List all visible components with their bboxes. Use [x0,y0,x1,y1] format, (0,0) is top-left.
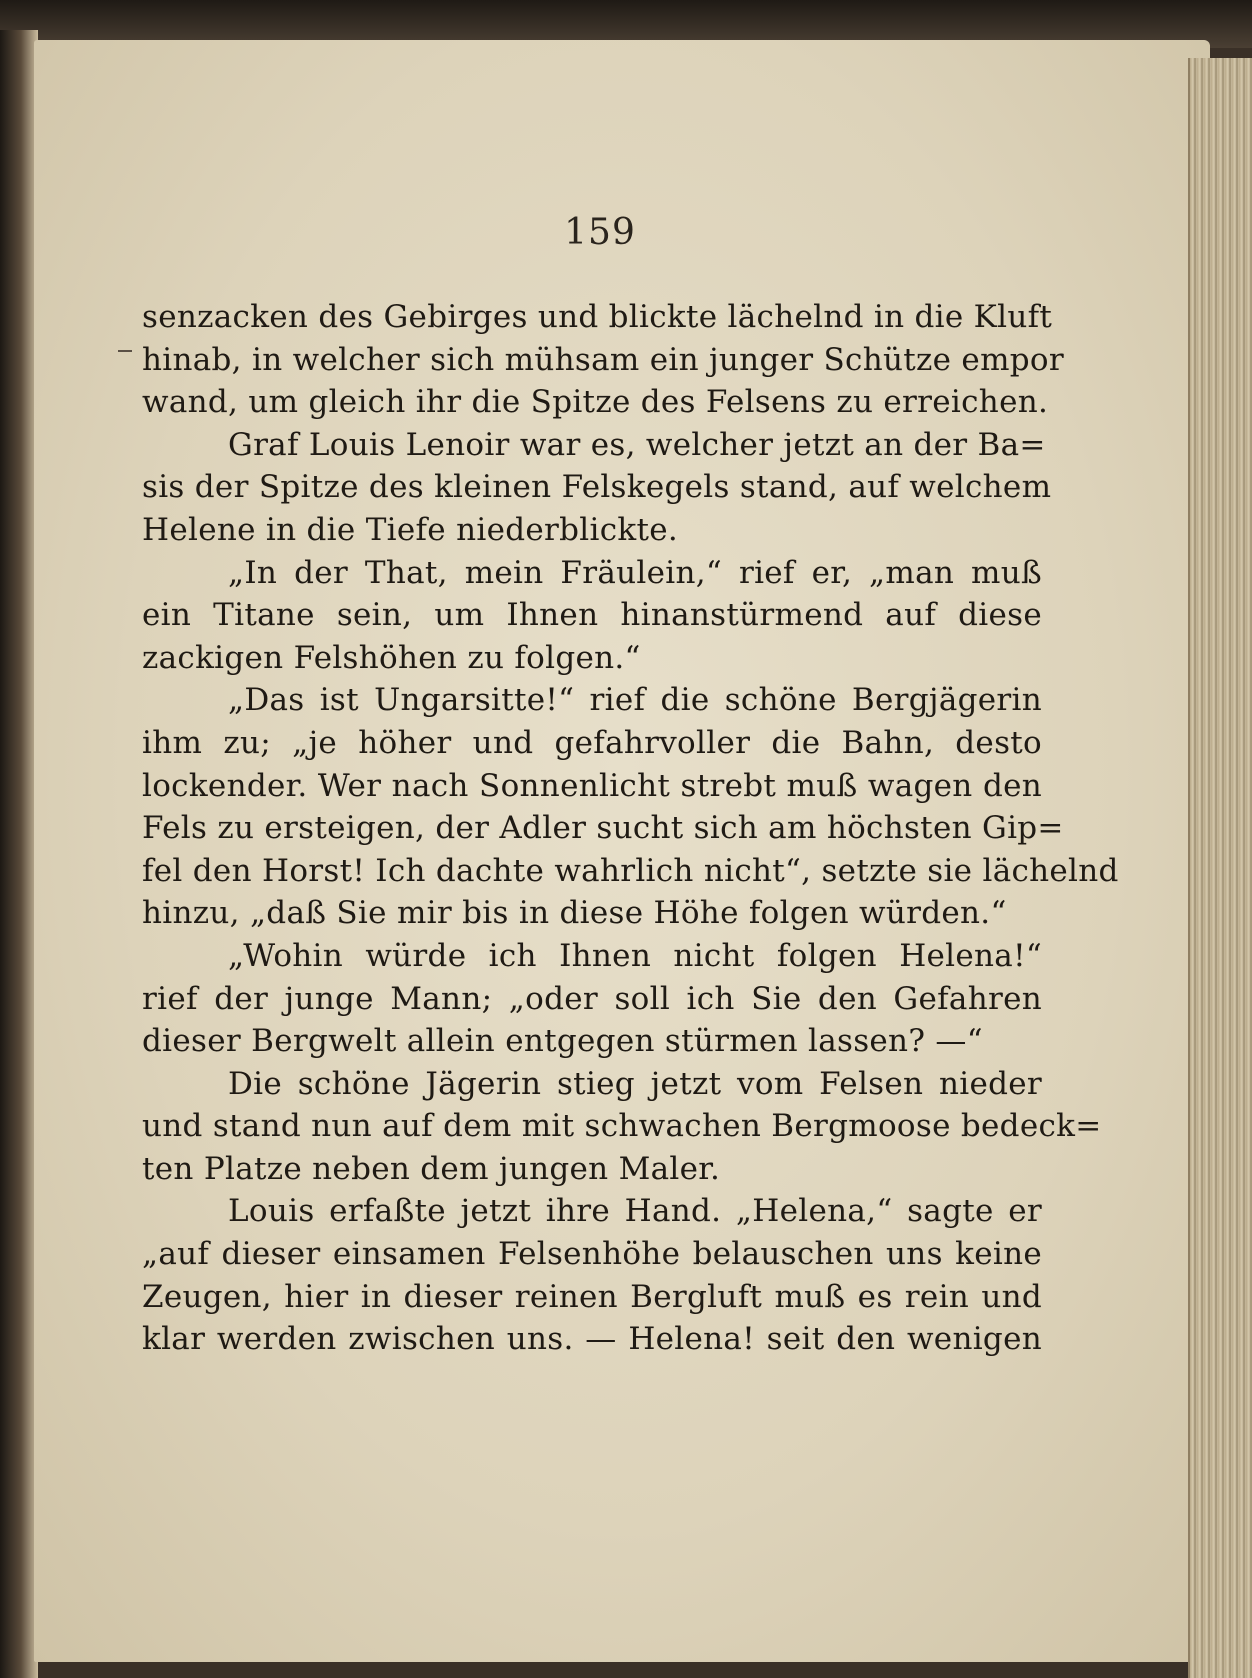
text-line: ein Titane sein, um Ihnen hinanstürmend auf diese [142,597,1042,634]
text-line: „auf dieser einsamen Felsenhöhe belauschen uns keine [142,1236,1042,1273]
text-line: ihm zu; „je höher und gefahrvoller die Bahn, desto [142,724,1042,761]
text-line: dieser Bergwelt allein entgegen stürmen lassen? —“ [142,1023,983,1060]
text-line: „Das ist Ungarsitte!“ rief die schöne Bergjägerin [228,682,1042,719]
text-line: Zeugen, hier in dieser reinen Bergluft muß es rein und [142,1278,1042,1315]
margin-mark [118,350,132,352]
text-line: „Wohin würde ich Ihnen nicht folgen Helena!“ [228,937,1042,974]
text-line: Graf Louis Lenoir war es, welcher jetzt an der Ba= [228,426,1046,463]
text-line: senzacken des Gebirges und blickte lächelnd in die Kluft [142,299,1053,335]
text-line: wand, um gleich ihr die Spitze des Felsens zu erreichen. [142,384,1049,421]
text-line: Die schöne Jägerin stieg jetzt vom Felsen nieder [228,1065,1042,1102]
page-number: 159 [564,212,636,253]
text-line: zackigen Felshöhen zu folgen.“ [142,639,641,676]
text-line: ten Platze neben dem jungen Maler. [142,1150,721,1187]
body-text [142,296,1119,1361]
text-line: fel den Horst! Ich dachte wahrlich nicht“, setzte sie lächelnd [142,852,1119,889]
text-line: hinzu, „daß Sie mir bis in diese Höhe folgen würden.“ [142,895,1007,932]
book-binding [0,30,38,1678]
text-line: Fels zu ersteigen, der Adler sucht sich am höchsten Gip= [142,810,1064,847]
text-line: „In der That, mein Fräulein,“ rief er, „man muß [228,554,1042,591]
text-line: rief der junge Mann; „oder soll ich Sie den Gefahren [142,980,1042,1017]
text-line: Helene in die Tiefe niederblickte. [142,511,679,548]
text-line: und stand nun auf dem mit schwachen Bergmoose bedeck= [142,1108,1102,1145]
text-line: lockender. Wer nach Sonnenlicht strebt muß wagen den [142,767,1042,804]
page-edges-stack [1188,58,1252,1678]
text-line: hinab, in welcher sich mühsam ein junger Schütze empor [142,341,1064,378]
text-line: Louis erfaßte jetzt ihre Hand. „Helena,“ sagte er [228,1193,1042,1230]
text-line: sis der Spitze des kleinen Felskegels stand, auf welchem [142,469,1052,506]
text-line: klar werden zwischen uns. — Helena! seit den wenigen [142,1321,1042,1358]
